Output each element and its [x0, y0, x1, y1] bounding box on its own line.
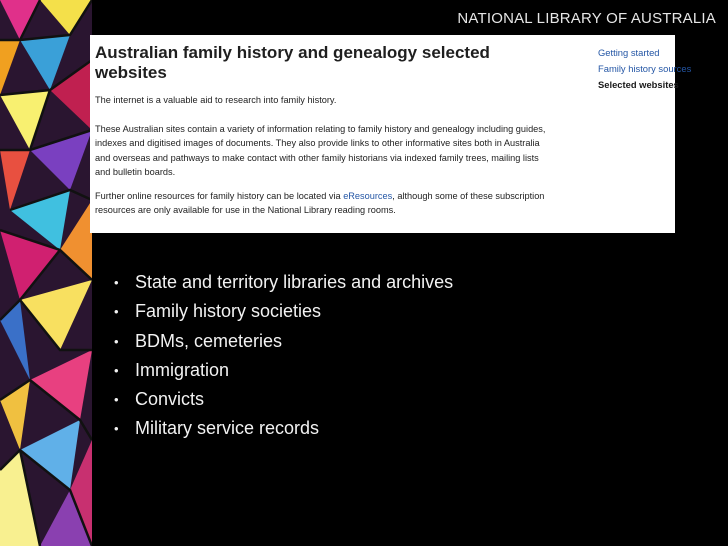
stained-glass-decoration: [0, 0, 92, 546]
nav-getting-started[interactable]: Getting started: [598, 47, 660, 58]
list-item: [112, 414, 453, 443]
webpage-title: Australian family history and genealogy selected websites: [95, 43, 490, 82]
list-item: [112, 268, 453, 297]
webpage-intro: The internet is a valuable aid to research into family history.: [95, 95, 337, 105]
bullet-icon: •: [114, 392, 119, 408]
list-item: [112, 385, 453, 414]
webpage-side-nav: [598, 45, 692, 93]
list-item-text: Convicts: [135, 389, 205, 410]
topic-bullet-list: [112, 268, 453, 444]
list-item: [112, 297, 453, 326]
header-title: NATIONAL LIBRARY OF AUSTRALIA: [457, 10, 716, 27]
list-item-text: Military service records: [135, 418, 320, 439]
website-screenshot: [90, 35, 692, 233]
bullet-icon: •: [114, 333, 119, 349]
resources-text-after: , although some of these subscription resources are only available for use in the National Library reading rooms.: [95, 190, 545, 215]
bullet-icon: •: [114, 421, 119, 437]
resources-text-before: Further online resources for family history can be located via: [95, 190, 344, 201]
nav-selected-websites[interactable]: Selected websites: [598, 79, 679, 90]
list-item-text: State and territory libraries and archives: [135, 272, 454, 292]
webpage-resources-text: [95, 189, 555, 218]
list-item: [112, 327, 453, 356]
list-item-text: Immigration: [135, 359, 230, 380]
eresources-link[interactable]: eResources: [343, 190, 393, 201]
list-item-text: BDMs, cemeteries: [135, 330, 283, 351]
webpage-description: These Australian sites contain a variety of information relating to family history and genealogy including guides, indexes and digitised images of documents. They also provide links to other informative sites both in Australia and overseas and pathways to make contact with other family historians via indexed family trees, mailing lists and bulletin boards.: [95, 123, 546, 177]
bullet-icon: •: [114, 304, 119, 320]
nav-family-history-sources[interactable]: Family history sources: [598, 63, 692, 74]
list-item: [112, 356, 453, 385]
bullet-icon: •: [114, 362, 119, 378]
bullet-icon: •: [114, 275, 119, 290]
list-item-text: Family history societies: [135, 301, 322, 322]
